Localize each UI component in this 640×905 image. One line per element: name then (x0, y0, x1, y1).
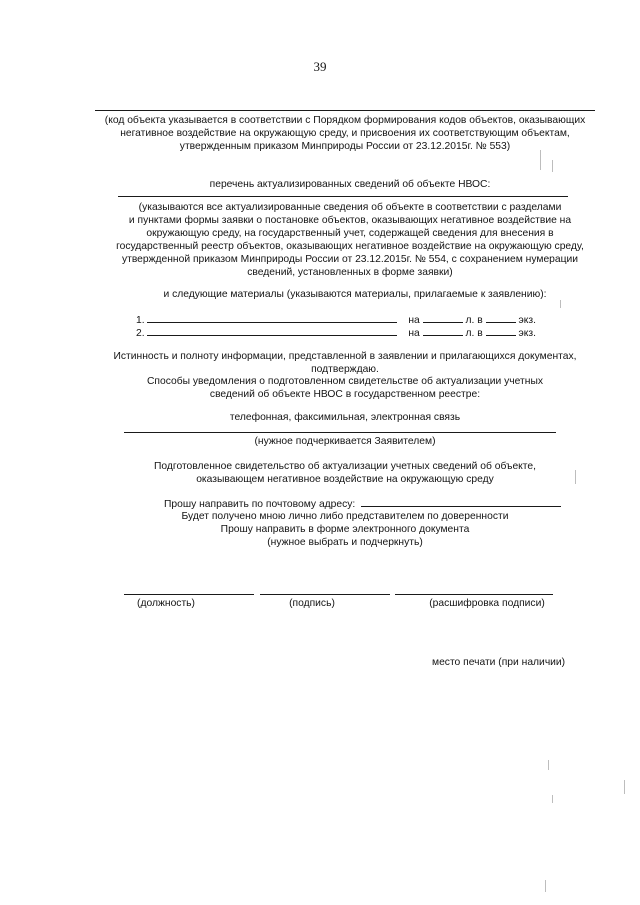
position-label: (должность) (137, 598, 195, 609)
material-on-label: на (408, 328, 420, 339)
material-row-2 (136, 325, 536, 340)
signature-label: (подпись) (289, 598, 335, 609)
stamp-place: место печати (при наличии) (432, 657, 566, 668)
scan-mark (540, 150, 541, 170)
material-sheets-label: л. в (465, 315, 483, 326)
notification-methods: телефонная, факсимильная, электронная связь (229, 412, 461, 423)
scan-mark (545, 880, 546, 892)
material-number: 1. (136, 315, 145, 326)
material-name-field[interactable] (147, 325, 397, 336)
updated-info-heading: перечень актуализированных сведений об объекте НВОС: (209, 179, 491, 190)
object-code-note: (код объекта указывается в соответствии с Порядком формирования кодов объектов, оказывающих негативное воздействие на окружающую среду, и присвоения их соответствующим объектам, утвержденным приказом Минприроды России от 23.12.2015г. № 553) (104, 115, 586, 152)
notification-text: Способы уведомления о подготовленном свидетельстве об актуализации учетных сведений об объекте НВОС в государственном реестре: (146, 376, 544, 400)
updated-info-line (118, 196, 568, 197)
scan-mark (552, 160, 553, 172)
delivery-mail-label: Прошу направить по почтовому адресу: (164, 499, 356, 510)
material-copies-label: экз. (518, 315, 536, 326)
material-copies-field[interactable] (486, 325, 516, 336)
mail-address-field[interactable] (361, 496, 561, 507)
confirmation-text: Истинность и полноту информации, представленной в заявлении и прилагающихся документах, подтверждаю. (113, 351, 577, 375)
notification-line (124, 432, 556, 433)
updated-info-note: (указываются все актуализированные сведения об объекте в соответствии с разделами и пунктами формы заявки о постановке объектов, оказывающих негативное воздействие на окружающую среду, на государственный учет, содержащей сведения для внесения в государственный реестр объектов, оказывающих негативное воздействие на окружающую среду, утвержденной приказом Минприроды России от 23.12.2015г. № 554, с сохранением нумерации сведений, установленных в форме заявки) (116, 202, 584, 278)
notification-hint: (нужное подчеркивается Заявителем) (254, 436, 436, 447)
scan-mark (624, 780, 625, 794)
delivery-electronic: Прошу направить в форме электронного документа (220, 524, 470, 535)
material-sheets-field[interactable] (423, 325, 463, 336)
material-copies-label: экз. (518, 328, 536, 339)
certificate-text: Подготовленное свидетельство об актуализации учетных сведений об объекте, оказывающем негативное воздействие на окружающую среду (154, 461, 536, 485)
object-code-line (95, 110, 595, 111)
material-sheets-label: л. в (465, 328, 483, 339)
delivery-mail-row (164, 496, 561, 511)
position-line[interactable] (124, 594, 254, 595)
scan-mark (560, 300, 561, 308)
material-on-label: на (408, 315, 420, 326)
page-number: 39 (313, 59, 327, 74)
material-copies-field[interactable] (486, 312, 516, 323)
material-number: 2. (136, 328, 145, 339)
scan-mark (575, 470, 576, 484)
delivery-in-person: Будет получено мною лично либо представителем по доверенности (181, 511, 509, 522)
scan-mark (552, 795, 553, 803)
signature-line[interactable] (260, 594, 390, 595)
material-name-field[interactable] (147, 312, 397, 323)
scan-mark (548, 760, 549, 770)
decryption-line[interactable] (395, 594, 553, 595)
materials-heading: и следующие материалы (указываются материалы, прилагаемые к заявлению): (163, 289, 547, 300)
delivery-hint: (нужное выбрать и подчеркнуть) (267, 537, 423, 548)
material-sheets-field[interactable] (423, 312, 463, 323)
decryption-label: (расшифровка подписи) (429, 598, 545, 609)
